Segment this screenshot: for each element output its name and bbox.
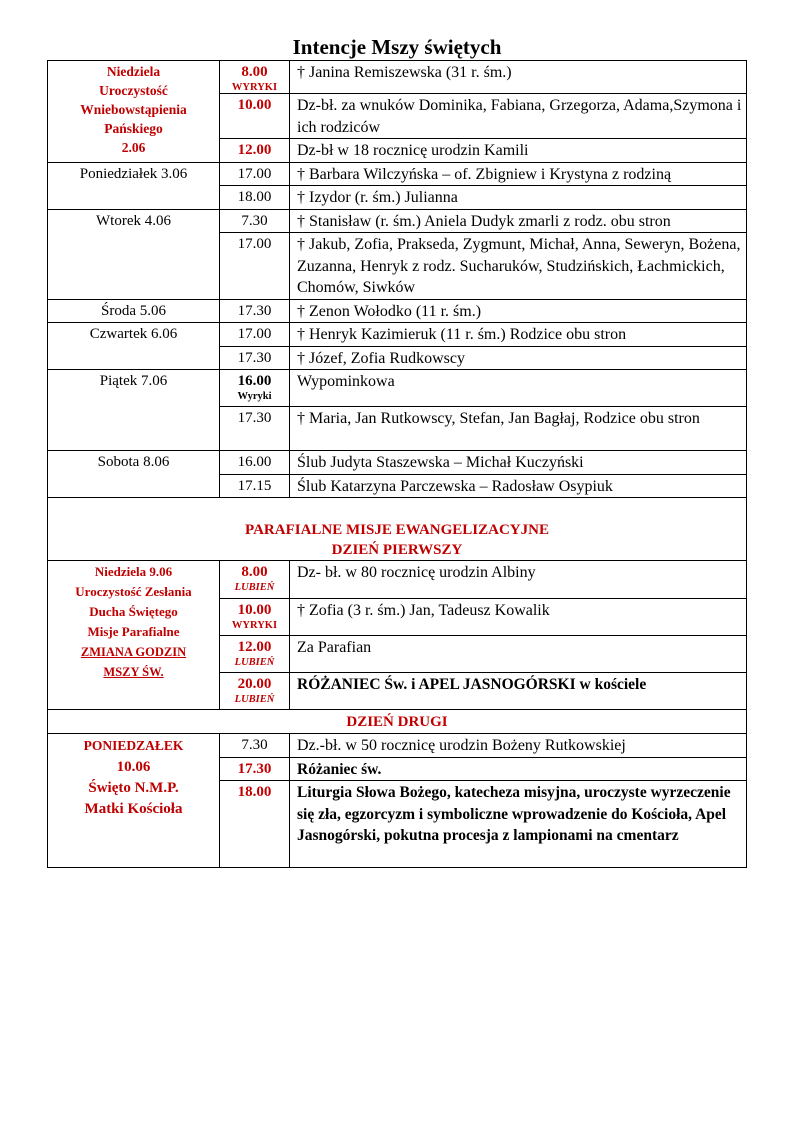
section-row xyxy=(48,498,747,561)
day-cell xyxy=(48,451,220,498)
day-label: Wtorek 4.06 xyxy=(96,212,171,229)
mass-time: 16.00 xyxy=(237,454,272,470)
day-cell xyxy=(48,299,220,323)
mass-location: WYRYKI xyxy=(231,620,278,631)
mass-intentions-table xyxy=(47,60,747,868)
mass-time: 18.00 xyxy=(237,784,272,800)
day-label: Niedziela Uroczystość Wniebowstąpienia Pańskiego 2.06 xyxy=(80,64,187,155)
mass-time: 17.15 xyxy=(237,477,272,494)
intention-text: † Maria, Jan Rutkowscy, Stefan, Jan Bagłaj, Rodzice obu stron xyxy=(297,410,700,427)
intention-text: Dz-bł w 18 rocznicę urodzin Kamili xyxy=(297,142,529,159)
intention-text: Liturgia Słowa Bożego, katecheza misyjna, uroczyste wyrzeczenie się zła, egzorcyzm i symboliczne wprowadzenie do Kościoła, Apel Jasnogórski, pokutna procesja z lampionami na cmentarz xyxy=(297,784,731,844)
day-cell xyxy=(48,370,220,451)
day-cell xyxy=(48,61,220,163)
time-cell xyxy=(220,186,290,210)
table-row xyxy=(48,370,747,407)
mass-time: 12.00 xyxy=(237,142,272,158)
intention-cell xyxy=(290,61,747,94)
time-cell xyxy=(220,451,290,475)
time-cell xyxy=(220,233,290,300)
intention-cell xyxy=(290,209,747,233)
time-cell xyxy=(220,757,290,781)
intention-cell xyxy=(290,299,747,323)
mass-time: 8.00 LUBIEŃ xyxy=(220,561,289,593)
intention-cell xyxy=(290,474,747,498)
time-cell xyxy=(220,407,290,451)
intention-text: † Jakub, Zofia, Prakseda, Zygmunt, Michał, Anna, Seweryn, Bożena, Zuzanna, Henryk z rodz. Sucharuków, Studzińskich, Łachmickich, Chomów, Siwków xyxy=(297,236,741,296)
intention-cell xyxy=(290,451,747,475)
time-cell xyxy=(220,94,290,139)
day-label: Niedziela 9.06 Uroczystość Zesłania Ducha Świętego Misje Parafialne ZMIANA GODZIN MSZY ŚW. xyxy=(75,564,192,679)
intention-cell xyxy=(290,599,747,636)
mass-time: 8.00 WYRYKI xyxy=(220,61,289,93)
time-cell xyxy=(220,346,290,370)
mass-time: 17.00 xyxy=(237,165,272,182)
mass-time: 12.00 LUBIEŃ xyxy=(220,636,289,668)
intention-text: Dz-bł. za wnuków Dominika, Fabiana, Grzegorza, Adama,Szymona i ich rodziców xyxy=(297,97,742,136)
intention-cell xyxy=(290,734,747,758)
intention-text: † Zofia (3 r. śm.) Jan, Tadeusz Kowalik xyxy=(297,602,550,619)
intention-cell xyxy=(290,162,747,186)
mass-time: 16.00 Wyryki xyxy=(220,370,289,402)
day2-heading: DZIEŃ DRUGI xyxy=(346,713,448,730)
table-row xyxy=(48,451,747,475)
time-cell xyxy=(220,162,290,186)
table-row xyxy=(48,323,747,347)
table-row xyxy=(48,61,747,94)
intention-cell xyxy=(290,407,747,451)
intention-text: Wypominkowa xyxy=(297,373,395,390)
table-row xyxy=(48,209,747,233)
intention-text: Za Parafian xyxy=(297,639,372,656)
mass-time: 17.30 xyxy=(237,302,272,319)
intention-cell xyxy=(290,757,747,781)
mass-time: 17.30 xyxy=(237,410,272,426)
time-cell xyxy=(220,474,290,498)
mass-time: 17.00 xyxy=(237,236,272,252)
intention-cell xyxy=(290,233,747,300)
intention-text: Różaniec św. xyxy=(297,760,382,778)
intention-cell xyxy=(290,186,747,210)
mass-time: 17.30 xyxy=(237,760,272,777)
day-label: Poniedziałek 3.06 xyxy=(79,165,188,182)
intention-text: † Stanisław (r. śm.) Aniela Dudyk zmarli z rodz. obu stron xyxy=(297,212,671,230)
time-cell xyxy=(220,139,290,163)
day-label: Czwartek 6.06 xyxy=(89,326,178,342)
intention-cell xyxy=(290,673,747,710)
day-label: Piątek 7.06 xyxy=(99,373,168,389)
time-cell xyxy=(220,209,290,233)
table-row xyxy=(48,561,747,599)
section-row xyxy=(48,710,747,734)
intention-cell xyxy=(290,94,747,139)
intention-cell xyxy=(290,636,747,673)
intention-cell xyxy=(290,781,747,868)
mass-time: 10.00 WYRYKI xyxy=(220,599,289,631)
intention-cell xyxy=(290,370,747,407)
time-cell xyxy=(220,636,290,673)
table-row xyxy=(48,734,747,758)
time-cell xyxy=(220,299,290,323)
day-label: PONIEDZAŁEK 10.06 Święto N.M.P. Matki Kościoła xyxy=(83,738,184,817)
table-row xyxy=(48,162,747,186)
mass-time: 17.30 xyxy=(237,349,272,366)
intention-text: † Izydor (r. śm.) Julianna xyxy=(297,189,458,206)
mass-time: 7.30 xyxy=(241,737,268,753)
intention-text: RÓŻANIEC Św. i APEL JASNOGÓRSKI w kościele xyxy=(297,676,647,693)
mission-heading: PARAFIALNE MISJE EWANGELIZACYJNE xyxy=(245,522,549,538)
intention-cell xyxy=(290,346,747,370)
time-cell xyxy=(220,734,290,758)
day-label: Środa 5.06 xyxy=(101,302,166,319)
mass-location: LUBIEŃ xyxy=(234,582,275,593)
intention-cell xyxy=(290,323,747,347)
intention-text: Dz- bł. w 80 rocznicę urodzin Albiny xyxy=(297,564,536,581)
mass-time: 7.30 xyxy=(241,212,268,229)
time-cell xyxy=(220,673,290,710)
day-cell xyxy=(48,209,220,299)
day-cell xyxy=(48,323,220,370)
intention-text: † Józef, Zofia Rudkowscy xyxy=(297,349,465,367)
section-header xyxy=(48,498,747,561)
mass-time: 17.00 xyxy=(237,326,272,342)
time-cell xyxy=(220,61,290,94)
time-cell xyxy=(220,781,290,868)
mass-location: WYRYKI xyxy=(231,82,278,93)
mass-location: LUBIEŃ xyxy=(234,657,275,668)
mass-location: LUBIEŃ xyxy=(234,694,275,705)
intention-cell xyxy=(290,561,747,599)
time-cell xyxy=(220,370,290,407)
time-cell xyxy=(220,599,290,636)
section-header xyxy=(48,710,747,734)
intention-text: † Janina Remiszewska (31 r. śm.) xyxy=(297,64,512,81)
intention-text: † Zenon Wołodko (11 r. śm.) xyxy=(297,302,482,320)
intention-text: † Henryk Kazimieruk (11 r. śm.) Rodzice obu stron xyxy=(297,326,627,343)
time-cell xyxy=(220,323,290,347)
day-cell xyxy=(48,734,220,868)
time-cell xyxy=(220,561,290,599)
intention-text: Dz.-bł. w 50 rocznicę urodzin Bożeny Rutkowskiej xyxy=(297,737,626,754)
mass-time: 20.00 LUBIEŃ xyxy=(220,673,289,705)
page-title: Intencje Mszy świętych xyxy=(292,35,502,59)
mass-location: Wyryki xyxy=(237,391,272,402)
intention-text: † Barbara Wilczyńska – of. Zbigniew i Krystyna z rodziną xyxy=(297,165,672,183)
day-cell xyxy=(48,162,220,209)
day-label: Sobota 8.06 xyxy=(97,454,170,470)
day-cell xyxy=(48,561,220,710)
mass-time: 10.00 xyxy=(237,97,272,113)
intention-text: Ślub Judyta Staszewska – Michał Kuczyński xyxy=(297,454,584,471)
table-row xyxy=(48,299,747,323)
intention-cell xyxy=(290,139,747,163)
intention-text: Ślub Katarzyna Parczewska – Radosław Osypiuk xyxy=(297,477,613,495)
day1-heading: DZIEŃ PIERWSZY xyxy=(331,542,463,558)
mass-time: 18.00 xyxy=(237,189,272,205)
